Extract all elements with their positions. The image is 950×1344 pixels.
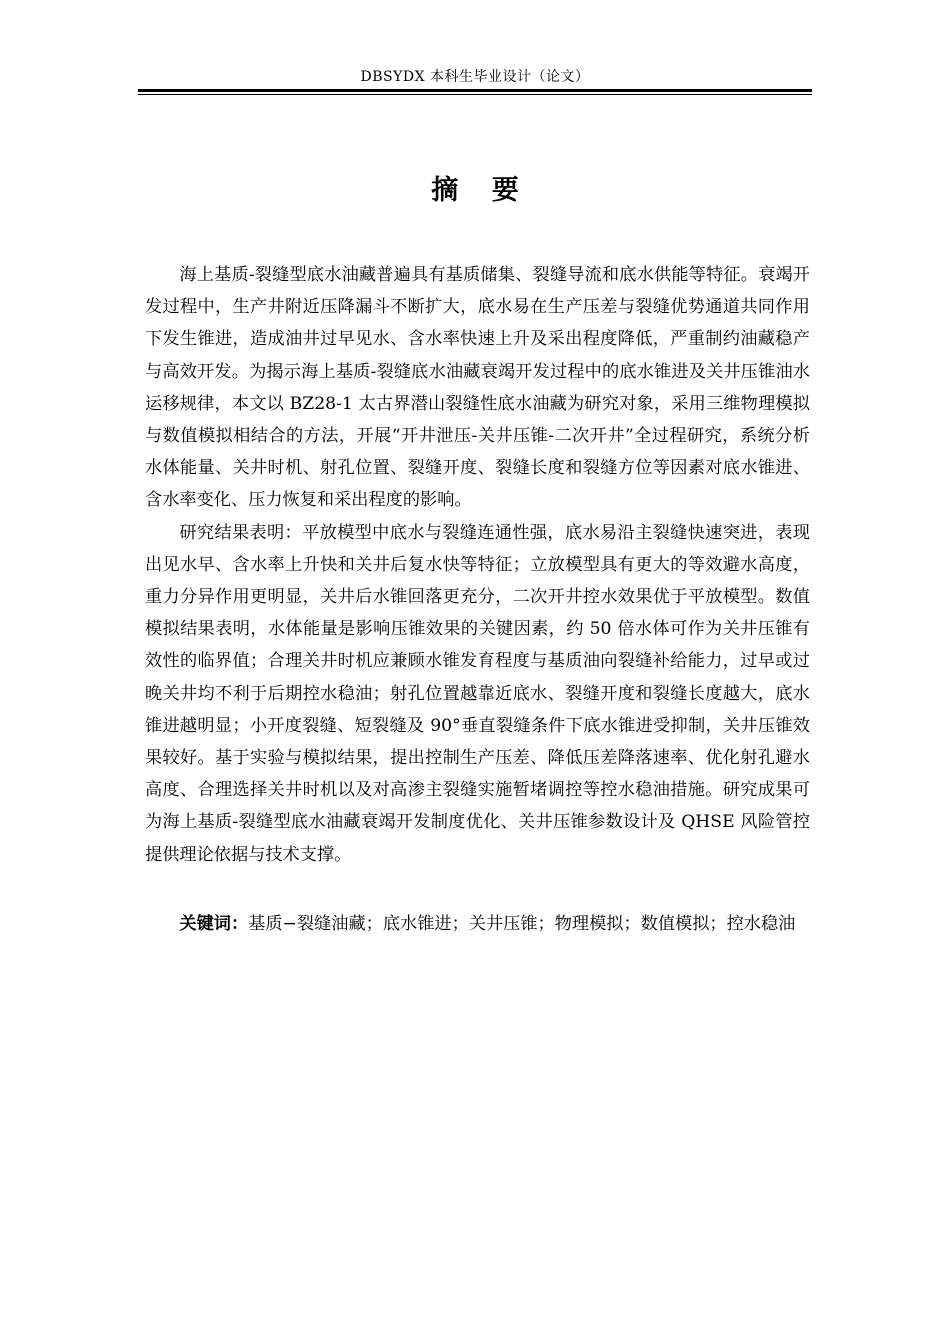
header-rule bbox=[138, 89, 812, 92]
keywords bbox=[145, 908, 810, 940]
abstract-title: 摘 要 bbox=[431, 175, 531, 206]
keywords-line bbox=[145, 908, 810, 940]
keywords-label: 关键词： bbox=[179, 914, 249, 934]
abstract-paragraph: 研究结果表明：平放模型中底水与裂缝连通性强，底水易沿主裂缝快速突进，表现出见水早、含水率上升快和关井后复水快等特征；立放模型具有更大的等效避水高度，重力分异作用更明显，关井后水锥回落更充分，二次开井控水效果优于平放模型。数值模拟结果表明，水体能量是影响压锥效果的关键因素，约 50 倍水体可作为关井压锥有效性的临界值；合理关井时机应兼顾水锥发育程度与基质油向裂缝补给能力，过早或过晚关井均不利于后期控水稳油；射孔位置越靠近底水、裂缝开度和裂缝长度越大，底水锥进越明显；小开度裂缝、短裂缝及 90°垂直裂缝条件下底水锥进受抑制，关井压锥效果较好。基于实验与模拟结果，提出控制生产压差、降低压差降落速率、优化射孔避水高度、合理选择关井时机以及对高渗主裂缝实施暂堵调控等控水稳油措施。研究成果可为海上基质-裂缝型底水油藏衰竭开发制度优化、关井压锥参数设计及 QHSE 风险管控提供理论依据与技术支撑。 bbox=[145, 522, 810, 865]
abstract-body bbox=[145, 259, 810, 871]
keywords-text: 基质−裂缝油藏；底水锥进；关井压锥；物理模拟；数值模拟；控水稳油 bbox=[248, 914, 796, 934]
abstract-paragraph: 海上基质-裂缝型底水油藏普遍具有基质储集、裂缝导流和底水供能等特征。衰竭开发过程中，生产井附近压降漏斗不断扩大，底水易在生产压差与裂缝优势通道共同作用下发生锥进，造成油井过早见水、含水率快速上升及采出程度降低，严重制约油藏稳产与高效开发。为揭示海上基质-裂缝底水油藏衰竭开发过程中的底水锥进及关井压锥油水运移规律，本文以 BZ28-1 太古界潜山裂缝性底水油藏为研究对象，采用三维物理模拟与数值模拟相结合的方法，开展“开井泄压-关井压锥-二次开井”全过程研究，系统分析水体能量、关井时机、射孔位置、裂缝开度、裂缝长度和裂缝方位等因素对底水锥进、含水率变化、压力恢复和采出程度的影响。 bbox=[145, 265, 810, 511]
page-header: DBSYDX 本科生毕业设计（论文） bbox=[360, 69, 590, 85]
header-rule-thin bbox=[138, 94, 812, 95]
